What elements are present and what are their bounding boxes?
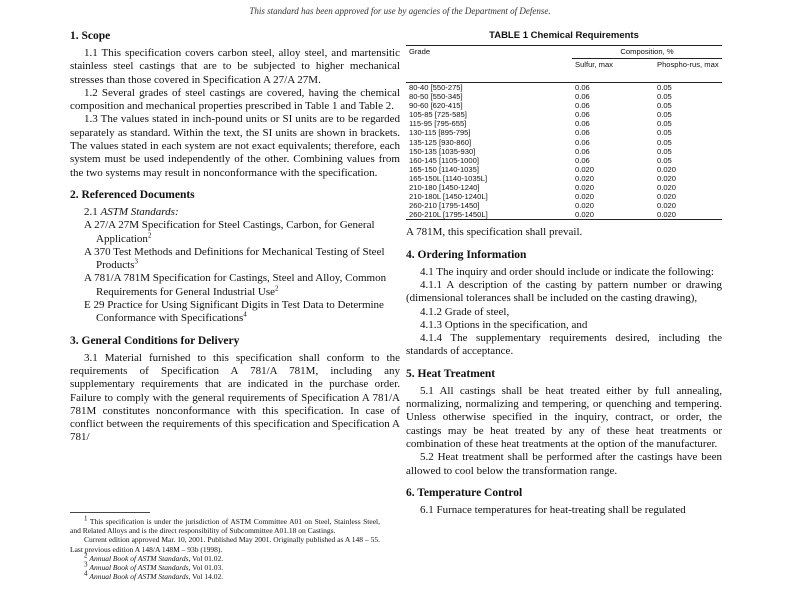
reference-item: A 370 Test Methods and Definitions for Mechanical Testing of Steel Products$^3$ xyxy=(84,245,385,272)
paragraph-4-1-2: 4.1.2 Grade of steel, xyxy=(420,305,510,318)
footnote-1: $^1$ This specification is under the jurisdiction of ASTM Committee A01 on Steel, Stainless Steel, and Related Alloys and is the direct responsibility of Subcommittee A01.18 on Castings. xyxy=(70,514,381,536)
phosphorus-cell: 0.05 xyxy=(657,155,672,165)
table-row xyxy=(406,201,722,210)
table-row xyxy=(406,128,722,137)
phosphorus-header: Phospho-rus, max xyxy=(657,60,719,69)
section-title-references: 2. Referenced Documents xyxy=(70,188,195,201)
table-row xyxy=(406,174,722,183)
section-title-temperature: 6. Temperature Control xyxy=(406,486,523,499)
grade-cell: 260-210 [1795-1450] xyxy=(409,201,480,211)
references-intro-text: ASTM Standards: xyxy=(100,205,179,218)
table-row xyxy=(406,138,722,147)
reference-item: E 29 Practice for Using Significant Digits in Test Data to Determine Conformance with Specifications$^4$ xyxy=(84,299,384,325)
sulfur-cell: 0.06 xyxy=(575,128,590,138)
phosphorus-cell: 0.020 xyxy=(657,192,677,202)
phosphorus-cell: 0.020 xyxy=(657,173,677,183)
paragraph-4-1-3: 4.1.3 Options in the specification, and xyxy=(420,318,588,331)
section-ordering-information xyxy=(406,249,722,359)
phosphorus-cell: 0.020 xyxy=(657,164,677,174)
phosphorus-cell: 0.05 xyxy=(657,119,672,129)
grade-cell: 210-180 [1450-1240] xyxy=(409,183,480,193)
sulfur-header: Sulfur, max xyxy=(575,60,613,69)
table-title: TABLE 1 Chemical Requirements xyxy=(489,30,639,41)
sulfur-cell: 0.06 xyxy=(575,137,590,147)
paragraph-3-1-continuation: A 781M, this specification shall prevail. xyxy=(406,226,583,239)
left-column xyxy=(70,30,400,454)
table-row xyxy=(406,83,722,93)
section-heat-treatment xyxy=(406,368,722,478)
reference-item: A 781/A 781M Specification for Castings, Steel and Alloy, Common Requirements for General Industrial Use$^2$ xyxy=(84,272,387,298)
section-scope xyxy=(70,30,400,180)
phosphorus-cell: 0.05 xyxy=(657,92,672,102)
table-row xyxy=(406,192,722,201)
phosphorus-cell: 0.05 xyxy=(657,137,672,147)
paragraph-1-2: 1.2 Several grades of steel castings are covered, having the chemical composition and mechanical properties prescribed in Table 1 and Table 2. xyxy=(70,86,400,113)
section-title-ordering: 4. Ordering Information xyxy=(406,248,527,261)
approval-note: This standard has been approved for use by agencies of the Department of Defense. xyxy=(249,6,551,16)
grade-cell: 210-180L [1450-1240L] xyxy=(409,192,488,202)
phosphorus-cell: 0.05 xyxy=(657,83,672,92)
grade-cell: 105-85 [725-585] xyxy=(409,110,467,120)
grade-cell: 165-150L [1140-1035L] xyxy=(409,173,488,183)
grade-cell: 160-145 [1105-1000] xyxy=(409,155,479,165)
phosphorus-cell: 0.05 xyxy=(657,101,672,111)
sulfur-cell: 0.06 xyxy=(575,92,590,102)
sulfur-cell: 0.020 xyxy=(575,164,595,174)
table-row xyxy=(406,165,722,174)
grade-header: Grade xyxy=(409,47,431,56)
paragraph-5-1: 5.1 All castings shall be heat treated either by full annealing, normalizing, normalizing and tempering, or quenching and tempering. Unless otherwise specified in the inquiry, contract, or order, the castings may be heat treated by any of these heat treatments or combination of these heat treatments at the option of the manufacturer. xyxy=(406,384,722,450)
footnote-divider xyxy=(70,512,150,513)
table-row xyxy=(406,92,722,101)
phosphorus-cell: 0.020 xyxy=(657,201,677,211)
grade-cell: 150-135 [1035-930] xyxy=(409,146,476,156)
paragraph-1-3: 1.3 The values stated in inch-pound units or SI units are to be regarded separately as standard. Within the text, the SI units are shown in brackets. The values stated in each system are not exact equivalents; therefore, each system must be used independently of the other. Combining values from the two systems may result in nonconformance with the specification. xyxy=(70,113,400,179)
sulfur-cell: 0.06 xyxy=(575,155,590,165)
grade-cell: 165-150 [1140-1035] xyxy=(409,164,479,174)
table-row xyxy=(406,147,722,156)
phosphorus-cell: 0.05 xyxy=(657,110,672,120)
paragraph-4-1-1: 4.1.1 A description of the casting by pattern number or drawing (dimensional tolerances shall be included on the casting drawing), xyxy=(406,279,722,305)
sulfur-cell: 0.06 xyxy=(575,83,590,92)
table-row xyxy=(406,110,722,119)
footnote-3: $^3$ Annual Book of ASTM Standards, Vol 01.03. xyxy=(84,560,224,573)
grade-cell: 260-210L [1795-1450L] xyxy=(409,210,488,220)
grade-cell: 80-40 [550-275] xyxy=(409,83,463,92)
sulfur-cell: 0.06 xyxy=(575,146,590,156)
footnote-4: $^4$ Annual Book of ASTM Standards, Vol 14.02. xyxy=(84,569,224,582)
paragraph-1-1: 1.1 This specification covers carbon steel, alloy steel, and martensitic stainless steel castings that are to be subjected to higher mechanical stresses than those covered in Specification A 27/A 27M. xyxy=(70,47,400,86)
section-referenced-documents xyxy=(70,189,400,326)
section-general-conditions xyxy=(70,335,400,445)
section-temperature-control xyxy=(406,487,722,517)
paragraph-4-1-4: 4.1.4 The supplementary requirements desired, including the standards of acceptance. xyxy=(406,332,722,358)
table-row xyxy=(406,210,722,220)
section-title-scope: 1. Scope xyxy=(70,30,111,42)
sulfur-cell: 0.020 xyxy=(575,183,595,193)
sulfur-cell: 0.06 xyxy=(575,110,590,120)
paragraph-4-1: 4.1 The inquiry and order should include or indicate the following: xyxy=(420,265,714,278)
grade-cell: 90-60 [620-415] xyxy=(409,101,463,111)
chemical-requirements-table xyxy=(406,45,722,220)
table-row xyxy=(406,119,722,128)
paragraph-3-1: 3.1 Material furnished to this specification shall conform to the requirements of Specification A 781/A 781M, including any supplementary requirements that are indicated in the purchase order. Failure to comply with the general requirements of Specification A 781/A 781M constitutes nonconformance with this specification. In case of conflict between the requirements of this specification and Specification A 781/ xyxy=(70,351,400,444)
paragraph-5-2: 5.2 Heat treatment shall be performed after the castings have been allowed to cool below the transformation range. xyxy=(406,451,722,477)
phosphorus-cell: 0.05 xyxy=(657,146,672,156)
grade-cell: 135-125 [930-860] xyxy=(409,137,472,147)
composition-header: Composition, % xyxy=(572,46,722,59)
grade-cell: 80-50 [550-345] xyxy=(409,92,463,102)
sulfur-cell: 0.020 xyxy=(575,173,595,183)
grade-cell: 130-115 [895-795] xyxy=(409,128,471,138)
phosphorus-cell: 0.05 xyxy=(657,128,672,138)
table-row xyxy=(406,101,722,110)
sulfur-cell: 0.020 xyxy=(575,192,595,202)
footnote-2: $^2$ Annual Book of ASTM Standards, Vol 01.02. xyxy=(84,551,224,563)
sulfur-cell: 0.06 xyxy=(575,101,590,111)
table-row xyxy=(406,183,722,192)
section-title-delivery: 3. General Conditions for Delivery xyxy=(70,334,240,347)
paragraph-6-1: 6.1 Furnace temperatures for heat-treating shall be regulated xyxy=(420,503,686,516)
phosphorus-cell: 0.020 xyxy=(657,210,677,220)
grade-cell: 115-95 [795-655] xyxy=(409,119,467,129)
table-row xyxy=(406,156,722,165)
phosphorus-cell: 0.020 xyxy=(657,183,677,193)
sulfur-cell: 0.020 xyxy=(575,201,595,211)
sulfur-cell: 0.06 xyxy=(575,119,590,129)
references-intro-number: 2.1 xyxy=(84,205,98,218)
right-column xyxy=(406,30,722,526)
footnotes xyxy=(70,512,380,581)
references-intro xyxy=(84,206,400,219)
reference-item: A 27/A 27M Specification for Steel Castings, Carbon, for General Application$^2$ xyxy=(84,219,375,245)
section-title-heat: 5. Heat Treatment xyxy=(406,367,496,380)
table-body xyxy=(406,83,722,220)
sulfur-cell: 0.020 xyxy=(575,210,595,220)
footnote-edition: Current edition approved Mar. 10, 2001. Published May 2001. Originally published as A 148 – 55. Last previous edition A 148/A 148M – 93b (1998). xyxy=(70,535,380,554)
